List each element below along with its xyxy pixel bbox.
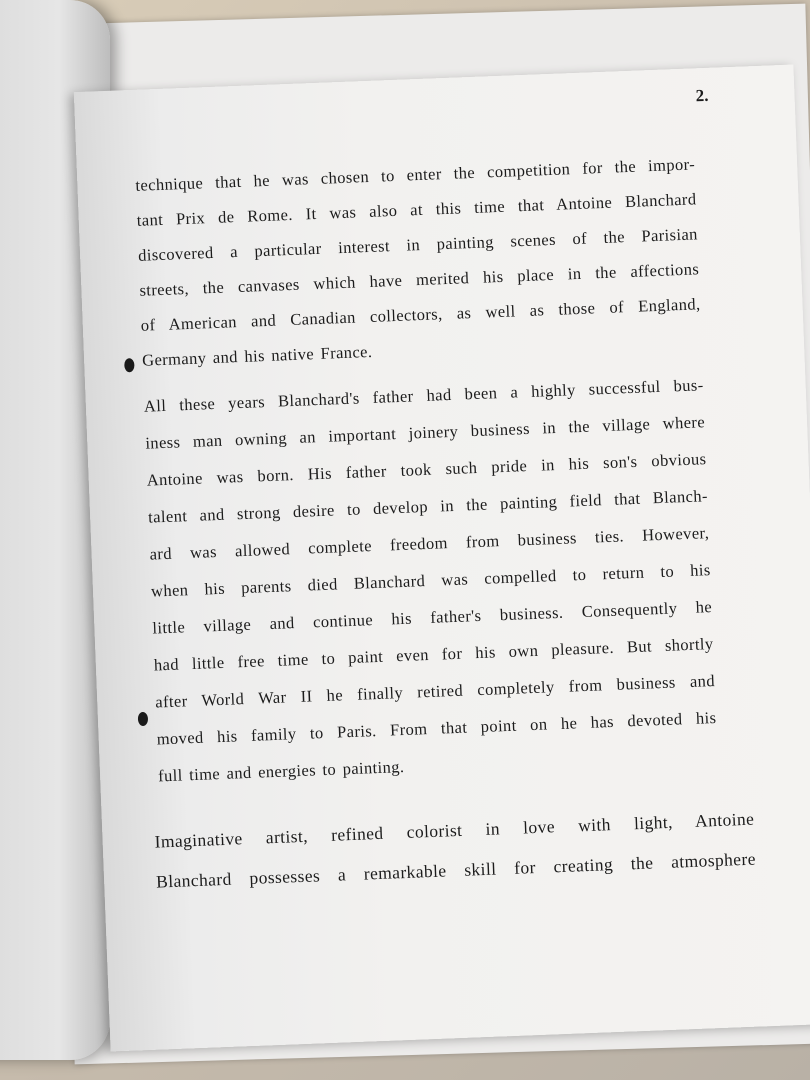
binding-hole — [138, 712, 149, 726]
binding-hole — [124, 358, 135, 372]
text-line: Antoine was born. His father took such pride in his son's obvious — [146, 449, 707, 490]
document-page — [74, 65, 810, 1052]
text-line: moved his family to Paris. From that point on he has devoted his — [156, 707, 717, 749]
text-line: All these years Blanchard's father had been a highly successful bus- — [143, 375, 704, 416]
text-line: Imaginative artist, refined colorist in love with light, Antoine — [154, 808, 755, 852]
text-line: Blanchard possesses a remarkable skill for creating the atmosphere — [155, 848, 757, 892]
page-number: 2. — [695, 85, 709, 106]
paragraph-2 — [143, 366, 718, 794]
text-line: technique that he was chosen to enter the competition for the impor- — [135, 154, 696, 195]
text-line: iness man owning an important joinery business in the village where — [145, 412, 706, 453]
text-line: full time and energies to painting. — [157, 756, 405, 786]
text-line: when his parents died Blanchard was compelled to return to his — [150, 560, 711, 601]
paragraph-3 — [154, 799, 757, 902]
text-line: discovered a particular interest in painting scenes of the Parisian — [137, 224, 699, 265]
text-line: had little free time to paint even for his own pleasure. But shortly — [153, 634, 714, 675]
paragraph-1 — [135, 146, 703, 377]
text-line: of American and Canadian collectors, as well as those of England, — [140, 294, 701, 335]
text-line: streets, the canvases which have merited his place in the affections — [139, 259, 700, 300]
text-line: talent and strong desire to develop in the painting field that Blanch- — [147, 486, 709, 527]
text-line: ard was allowed complete freedom from business ties. However, — [149, 523, 710, 564]
text-line: after World War II he finally retired completely from business and — [154, 671, 716, 712]
text-line: tant Prix de Rome. It was also at this time that Antoine Blanchard — [136, 189, 697, 230]
text-line: Germany and his native France. — [141, 341, 373, 370]
text-line: little village and continue his father's business. Consequently he — [152, 597, 713, 638]
